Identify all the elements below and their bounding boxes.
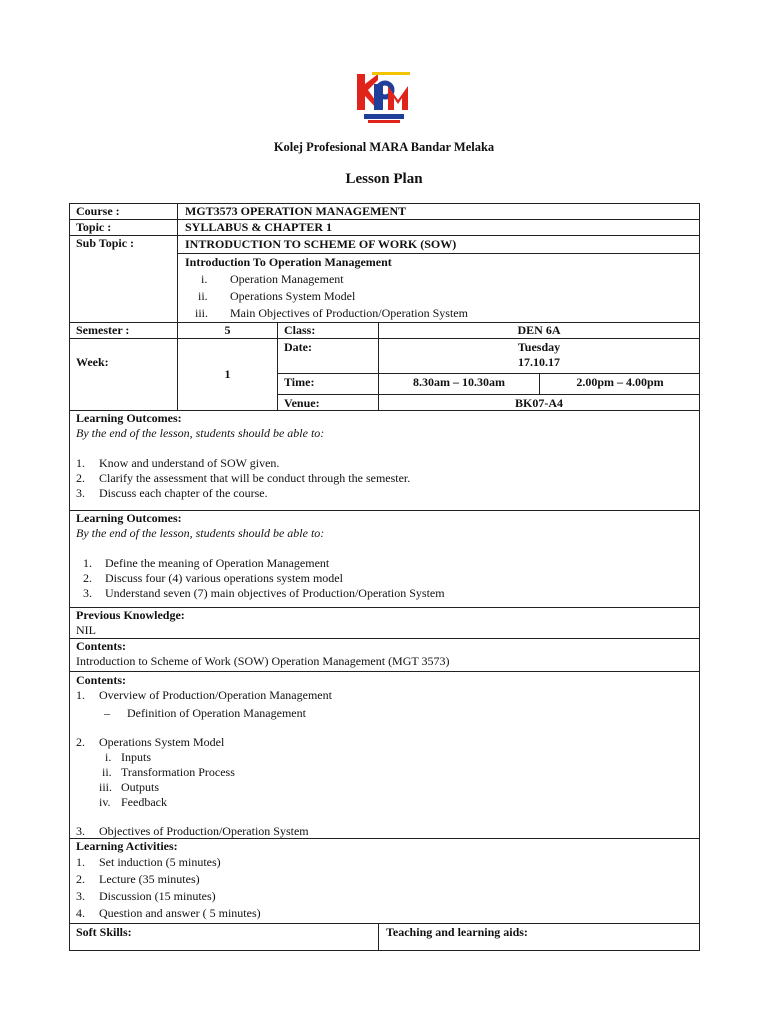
list-item-num: 3. (76, 486, 85, 500)
list-item: Inputs (121, 750, 151, 764)
list-item-num: ii. (102, 765, 112, 779)
list-item: Clarify the assessment that will be conduct through the semester. (99, 471, 411, 485)
list-item: Main Objectives of Production/Operation System (230, 306, 468, 320)
section-label: Contents: (76, 673, 126, 687)
list-item: Question and answer ( 5 minutes) (99, 906, 261, 920)
time-morning: 8.30am – 10.30am (413, 375, 505, 389)
contents-row-2 (69, 671, 700, 838)
institution-name: Kolej Profesional MARA Bandar Melaka (273, 140, 495, 154)
course-label: Course : (76, 204, 120, 218)
soft-skills-label: Soft Skills: (76, 925, 132, 939)
semester-label: Semester : (76, 323, 130, 337)
topic-row (69, 219, 700, 235)
section-intro: By the end of the lesson, students should be able to: (76, 526, 325, 540)
soft-skills-row (69, 923, 700, 951)
list-item: Transformation Process (121, 765, 235, 779)
section-label: Contents: (76, 639, 126, 653)
list-item: Overview of Production/Operation Management (99, 688, 332, 702)
learning-outcomes-2 (69, 510, 700, 607)
week-label: Week: (76, 355, 109, 369)
topic-label: Topic : (76, 220, 112, 234)
list-item: Set induction (5 minutes) (99, 855, 221, 869)
semester-value: 5 (224, 323, 231, 337)
contents-row-1 (69, 638, 700, 671)
list-item: Operations System Model (99, 735, 225, 749)
list-item-num: ii. (198, 289, 208, 303)
section-label: Previous Knowledge: (76, 608, 185, 622)
section-label: Learning Outcomes: (76, 511, 182, 525)
list-item: Discuss each chapter of the course. (99, 486, 268, 500)
subtopic-label: Sub Topic : (76, 236, 135, 250)
date-value: 17.10.17 (518, 355, 560, 369)
learning-outcomes-1 (69, 410, 700, 510)
list-item-num: iii. (195, 306, 209, 320)
kpm-logo (354, 70, 414, 126)
week-row (69, 338, 700, 410)
list-item-num: 4. (76, 906, 85, 920)
subtopic-value: INTRODUCTION TO SCHEME OF WORK (SOW) (185, 237, 457, 251)
previous-value: NIL (76, 623, 96, 637)
list-item-num: 3. (76, 889, 85, 903)
section-label: Learning Activities: (76, 839, 178, 853)
list-item: Operations System Model (230, 289, 356, 303)
contents-value: Introduction to Scheme of Work (SOW) Operation Management (MGT 3573) (76, 654, 450, 668)
list-item-num: 2. (76, 471, 85, 485)
list-item-num: 1. (76, 688, 85, 702)
time-afternoon: 2.00pm – 4.00pm (576, 375, 664, 389)
list-item: Understand seven (7) main objectives of Production/Operation System (105, 586, 445, 600)
list-item: Discuss four (4) various operations system model (105, 571, 343, 585)
list-item-num: 1. (76, 456, 85, 470)
class-label: Class: (284, 323, 316, 337)
list-item-num: 2. (83, 571, 92, 585)
date-day: Tuesday (517, 340, 561, 354)
list-item: Discussion (15 minutes) (99, 889, 216, 903)
list-item-num: 1. (83, 556, 92, 570)
teaching-aids-label: Teaching and learning aids: (386, 925, 528, 939)
page-title: Lesson Plan (345, 171, 423, 187)
list-item: Outputs (121, 780, 160, 794)
semester-row (69, 322, 700, 338)
list-item-num: i. (105, 750, 112, 764)
list-item-num: i. (201, 272, 208, 286)
list-item-num: 3. (83, 586, 92, 600)
dash-bullet: – (104, 706, 110, 720)
subtopic-row (69, 235, 700, 322)
list-item: Operation Management (230, 272, 344, 286)
list-item: Feedback (121, 795, 167, 809)
list-item-num: 2. (76, 735, 85, 749)
course-row (69, 203, 700, 219)
section-intro: By the end of the lesson, students should be able to: (76, 426, 325, 440)
learning-activities-row (69, 838, 700, 923)
venue-value: BK07-A4 (515, 396, 563, 410)
date-label: Date: (284, 340, 312, 354)
time-label: Time: (284, 375, 315, 389)
previous-knowledge-row (69, 607, 700, 638)
class-value: DEN 6A (517, 323, 561, 337)
week-value: 1 (224, 367, 231, 381)
list-item-num: 1. (76, 855, 85, 869)
list-item-num: iii. (99, 780, 113, 794)
list-item-num: 3. (76, 824, 85, 838)
subtopic-heading: Introduction To Operation Management (185, 255, 392, 269)
list-item-num: 2. (76, 872, 85, 886)
list-item: Know and understand of SOW given. (99, 456, 280, 470)
venue-label: Venue: (284, 396, 320, 410)
section-label: Learning Outcomes: (76, 411, 182, 425)
course-value: MGT3573 OPERATION MANAGEMENT (185, 204, 407, 218)
list-item: Lecture (35 minutes) (99, 872, 200, 886)
list-item: Objectives of Production/Operation System (99, 824, 309, 838)
list-item: Define the meaning of Operation Management (105, 556, 330, 570)
list-item: Definition of Operation Management (127, 706, 306, 720)
list-item-num: iv. (99, 795, 111, 809)
topic-value: SYLLABUS & CHAPTER 1 (185, 220, 333, 234)
